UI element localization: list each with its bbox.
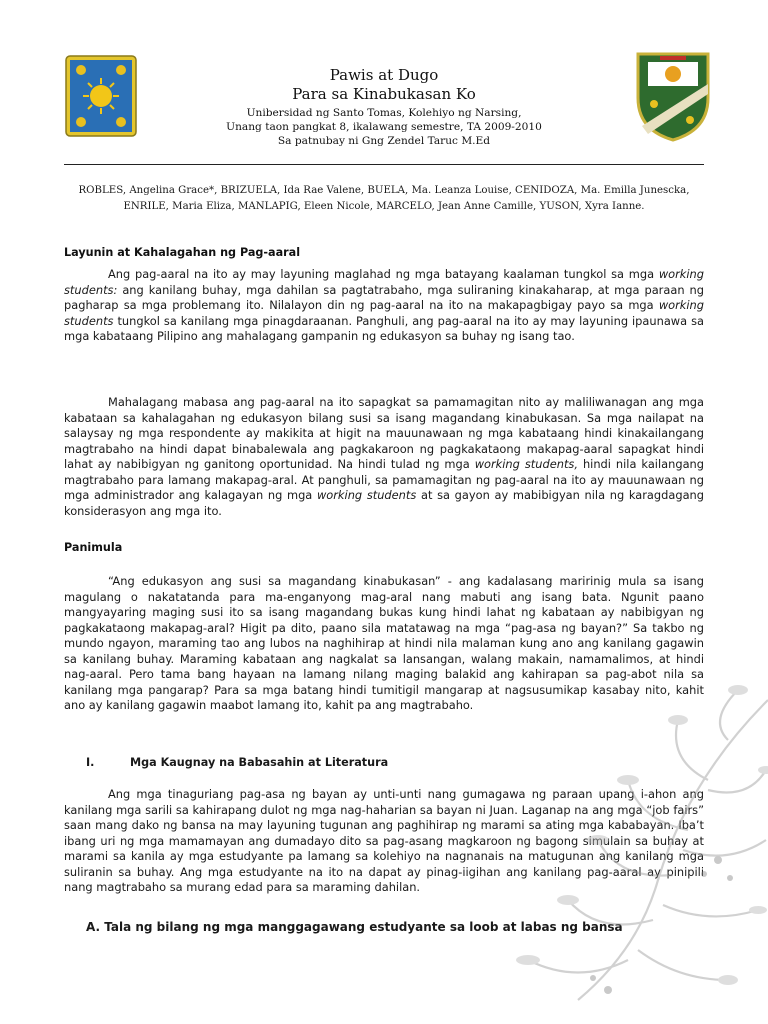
- institution-line: Unibersidad ng Santo Tomas, Kolehiyo ng Narsing,: [246, 107, 522, 119]
- author-list: ROBLES, Angelina Grace*, BRIZUELA, Ida Rae Valene, BUELA, Ma. Leanza Louise, CENIDOZA, Ma. Emilla Junescka, ENRILE, Maria Eliza, MANLAPIG, Eleen Nicole, MARCELO, Jean Anne Camille, YUSON, Xyra Ianne.: [78, 185, 690, 212]
- section-line: Unang taon pangkat 8, ikalawang semestre, TA 2009-2010: [226, 121, 542, 133]
- subsection-heading-a: A. Tala ng bilang ng mga manggagawang estudyante sa loob at labas ng bansa: [86, 920, 623, 934]
- header-divider: [64, 164, 704, 165]
- ust-sun-crest-icon: [64, 54, 138, 138]
- section-heading-panimula: Panimula: [64, 541, 123, 554]
- paragraph-literatura: Ang mga tinaguriang pag-asa ng bayan ay unti-unti nang gumagawa ng paraan upang i-ahon ang kanilang mga sarili sa kahirapang dulot ng mga nag-haharian sa bayan ni Juan. Laganap na ang mga “job fairs” saan mang dako ng bansa na may layuning tugunan ang paghihirap ng marami sa ating mga kababayan. Iba’t ibang uri ng mga mamamayan ang dumadayo dito sa pag-asang magkaroon ng bagong simulain sa buhay at marami sa kanila ay mga estudyante pa lamang sa kolehiyo na nagnanais na matugunan ang kanilang mga suliranin sa buhay. Ang mga estudyante na ito na dapat ay pinag-iigihan ang kanilang pag-aaral ay pinipili nang magtrabaho sa murang edad para sa maraming dahilan.: [64, 787, 704, 894]
- paper-subtitle: Para sa Kinabukasan Ko: [292, 85, 476, 103]
- paragraph-layunin-1: Ang pag-aaral na ito ay may layuning maglahad ng mga batayang kaalaman tungkol sa mga working students: ang kanilang buhay, mga dahilan sa pagtatrabaho, mga suliraning kinakaharap, at mga paraan ng pagharap sa mga problemang ito. Nilalayon din ng pag-aaral na ito na makapagbigay payo sa mga working students tungkol sa kanilang mga pinagdaraanan. Panghuli, ang pag-aaral na ito ay may layuning ipaunawa sa mga kabataang Pilipino ang mahalagang gampanin ng edukasyon sa buhay ng isang tao.: [64, 267, 704, 343]
- paragraph-layunin-2: Mahalagang mabasa ang pag-aaral na ito sapagkat sa pamamagitan nito ay maliliwanagan ang mga kabataan sa kahalagahan ng edukasyon bilang susi sa isang magandang kinabukasan. Sa mga nailapat na salaysay ng mga respondente ay makikita at higit na mauunawaan ng mga kabataang hindi kinakailangang magtrabaho na hindi dapat binabalewala ang pagkakaroon ng pagkakataong makapag-aaral sapagkat hindi lahat ay nabibigyan ng ganitong oportunidad. Na hindi tulad ng mga working students, hindi nila kailangang magtrabaho para lamang makapag-aral. At panghuli, sa pamamagitan ng pag-aaral na ito ay mauunawaan ng mga administrador ang kalagayan ng mga working students at sa gayon ay mabibigyan nila ng karagdagang konsiderasyon ang mga ito.: [64, 395, 704, 518]
- section-number: I.: [86, 756, 95, 769]
- paper-title: Pawis at Dugo: [329, 66, 439, 84]
- adviser-line: Sa patnubay ni Gng Zendel Taruc M.Ed: [277, 135, 491, 147]
- section-heading-literatura: Mga Kaugnay na Babasahin at Literatura: [130, 756, 389, 769]
- nursing-shield-crest-icon: [632, 48, 714, 144]
- section-heading-layunin: Layunin at Kahalagahan ng Pag-aaral: [64, 246, 301, 259]
- paragraph-panimula: “Ang edukasyon ang susi sa magandang kinabukasan” - ang kadalasang maririnig mula sa isang magulang o nakatatanda para ma-enganyong mag-aral nang mabuti ang isang bata. Ngunit paano mangyayaring maging susi ito sa isang magandang bukas kung hindi lahat ng kabataan ay nabibigyan ng pagkakataong makapag-aral? Higit pa dito, paano sila matatawag na mga “pag-asa ng bayan?” Sa takbo ng mundo ngayon, maraming tao ang lubos na naghihirap at hindi nila malaman kung ano ang kanilang gagawin sa kanilang buhay. Maraming kabataan ang nagkalat sa lansangan, walang makain, namamalimos, at hindi nag-aaral. Pero tama bang hayaan na lamang nilang maging balakid ang kahirapan sa pag-abot nila sa kanilang mga pangarap? Para sa mga batang hindi tumitigil mangarap at nagsusumikap kasabay nito, kahit ano ay kanilang gagawin maabot lamang ito, kahit pa ang magtrabaho.: [64, 574, 704, 712]
